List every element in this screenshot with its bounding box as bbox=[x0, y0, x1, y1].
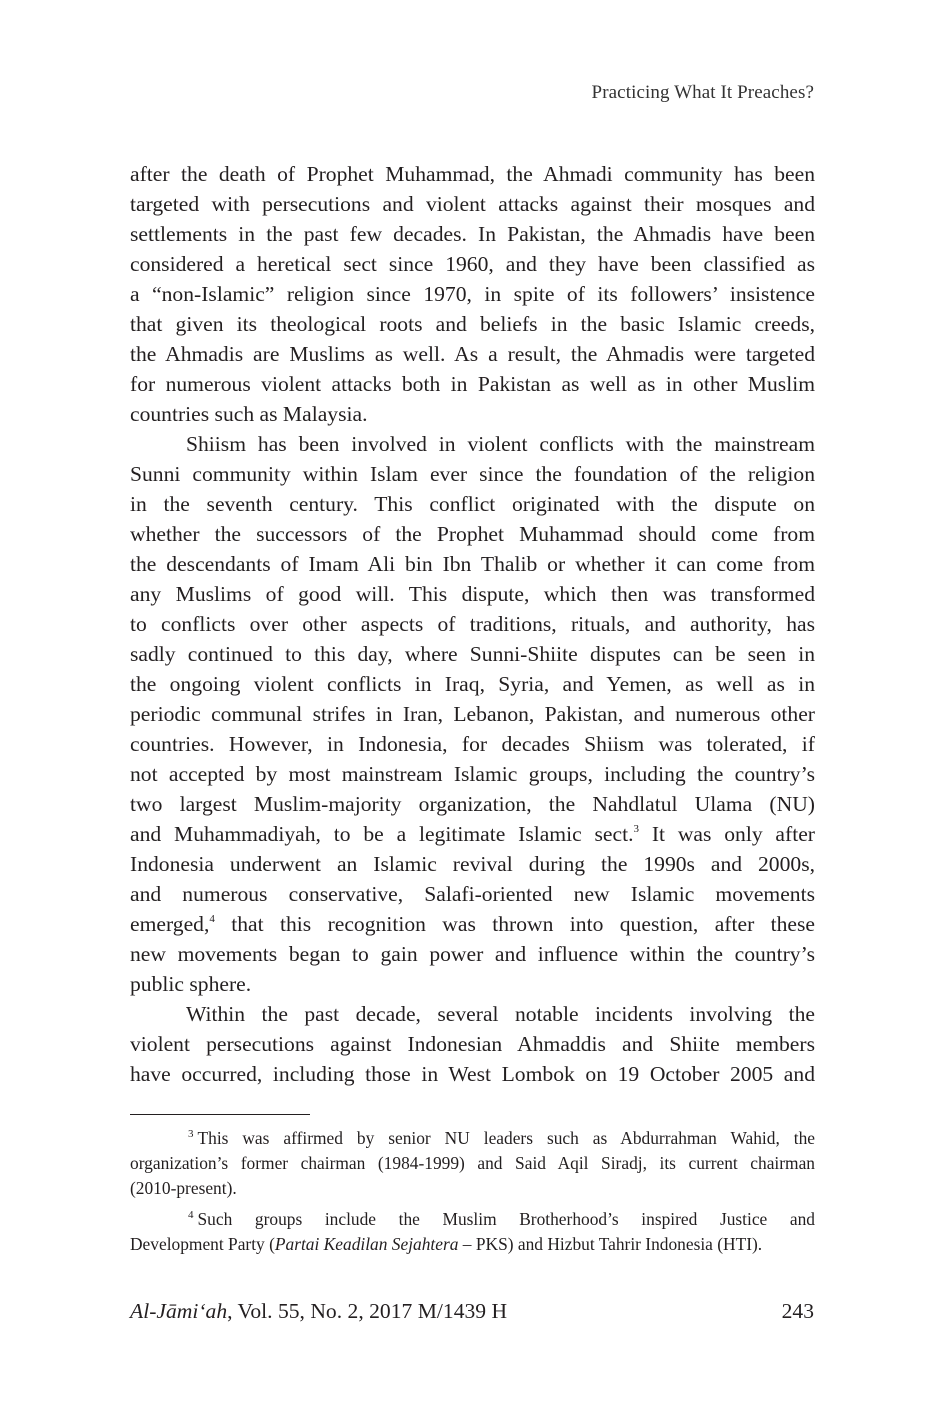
body-line: violent persecutions against Indonesian Ahmaddis and Shiite members bbox=[130, 1032, 815, 1056]
footnote-text: Development Party ( bbox=[130, 1234, 275, 1254]
footnote-text: Such groups include the Muslim Brotherhood’s inspired Justice and bbox=[197, 1209, 815, 1229]
body-line bbox=[130, 819, 815, 849]
body-line: the descendants of Imam Ali bin Ibn Thalib or whether it can come from bbox=[130, 552, 815, 576]
footnotes bbox=[130, 1126, 815, 1257]
body-text-segment: It was only after bbox=[651, 822, 815, 846]
running-head: Practicing What It Preaches? bbox=[591, 82, 814, 103]
body-line bbox=[130, 909, 815, 939]
body-line: a “non-Islamic” religion since 1970, in spite of its followers’ insistence bbox=[130, 282, 815, 306]
body-line: any Muslims of good will. This dispute, which then was transformed bbox=[130, 582, 815, 606]
page-number: 243 bbox=[781, 1299, 814, 1323]
body-line: considered a heretical sect since 1960, and they have been classified as bbox=[130, 252, 815, 276]
body-line: countries. However, in Indonesia, for decades Shiism was tolerated, if bbox=[130, 732, 815, 756]
footnote-line bbox=[130, 1207, 815, 1232]
body-line: in the seventh century. This conflict originated with the dispute on bbox=[130, 492, 815, 516]
footnote-text: – PKS) and Hizbut Tahrir Indonesia (HTI). bbox=[458, 1234, 763, 1254]
body-line: after the death of Prophet Muhammad, the Ahmadi community has been bbox=[130, 162, 815, 186]
footnote-number: 3 bbox=[188, 1128, 194, 1140]
body-text bbox=[130, 159, 815, 1089]
body-line: have occurred, including those in West Lombok on 19 October 2005 and bbox=[130, 1062, 815, 1086]
footer-citation bbox=[130, 1299, 507, 1324]
body-line: two largest Muslim-majority organization, the Nahdlatul Ulama (NU) bbox=[130, 792, 815, 816]
footnote-number: 4 bbox=[188, 1209, 194, 1221]
body-line: whether the successors of the Prophet Muhammad should come from bbox=[130, 522, 815, 546]
body-line: the Ahmadis are Muslims as well. As a result, the Ahmadis were targeted bbox=[130, 342, 815, 366]
body-line: Shiism has been involved in violent conflicts with the mainstream bbox=[186, 432, 815, 456]
body-line: Within the past decade, several notable incidents involving the bbox=[186, 1002, 815, 1026]
body-line: new movements began to gain power and influence within the country’s bbox=[130, 942, 815, 966]
body-line: sadly continued to this day, where Sunni-Shiite disputes can be seen in bbox=[130, 642, 815, 666]
body-line: not accepted by most mainstream Islamic groups, including the country’s bbox=[130, 762, 815, 786]
body-line: and numerous conservative, Salafi-oriented new Islamic movements bbox=[130, 882, 815, 906]
body-line: that given its theological roots and beliefs in the basic Islamic creeds, bbox=[130, 312, 815, 336]
footnote-line: organization’s former chairman (1984-1999) and Said Aqil Siradj, its current chairman bbox=[130, 1153, 815, 1173]
footnote-line bbox=[130, 1126, 815, 1151]
body-line: targeted with persecutions and violent attacks against their mosques and bbox=[130, 192, 815, 216]
body-line: periodic communal strifes in Iran, Lebanon, Pakistan, and numerous other bbox=[130, 702, 815, 726]
footnote-italic-text: Partai Keadilan Sejahtera bbox=[274, 1234, 459, 1254]
body-text-segment: and Muhammadiyah, to be a legitimate Islamic sect. bbox=[130, 822, 634, 846]
footnote-ref[interactable]: 3 bbox=[633, 823, 639, 835]
body-line: settlements in the past few decades. In Pakistan, the Ahmadis have been bbox=[130, 222, 815, 246]
footnote-ref[interactable]: 4 bbox=[209, 913, 215, 925]
body-line: countries such as Malaysia. bbox=[130, 402, 368, 426]
body-line: for numerous violent attacks both in Pakistan as well as in other Muslim bbox=[130, 372, 815, 396]
body-line: Sunni community within Islam ever since the foundation of the religion bbox=[130, 462, 815, 486]
body-text-segment: that this recognition was thrown into question, after these bbox=[231, 912, 816, 936]
journal-title: Al-Jāmi‘ah bbox=[130, 1299, 228, 1323]
footnote-divider bbox=[130, 1114, 310, 1115]
issue-info: , Vol. 55, No. 2, 2017 M/1439 H bbox=[227, 1299, 508, 1323]
footnote-text: This was affirmed by senior NU leaders such as Abdurrahman Wahid, the bbox=[197, 1128, 815, 1148]
footnote-line: (2010-present). bbox=[130, 1178, 237, 1198]
body-line: public sphere. bbox=[130, 972, 252, 996]
body-line: Indonesia underwent an Islamic revival during the 1990s and 2000s, bbox=[130, 852, 815, 876]
footnote-line bbox=[130, 1232, 815, 1257]
body-line: the ongoing violent conflicts in Iraq, Syria, and Yemen, as well as in bbox=[130, 672, 815, 696]
body-text-segment: emerged, bbox=[130, 912, 210, 936]
body-line: to conflicts over other aspects of traditions, rituals, and authority, has bbox=[130, 612, 815, 636]
